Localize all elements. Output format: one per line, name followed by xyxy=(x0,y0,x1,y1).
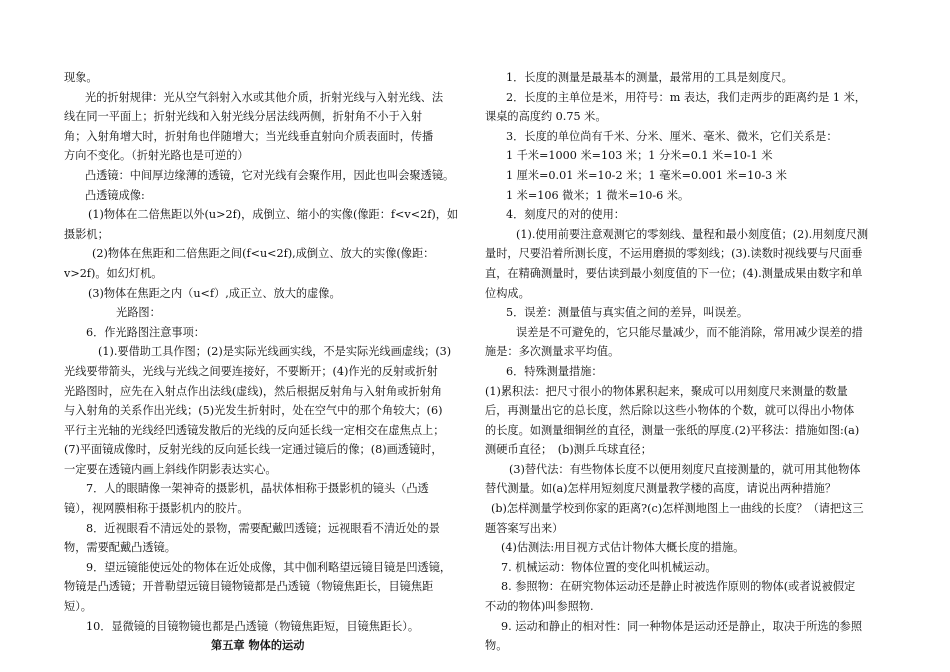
text-line: 1 米=106 微米；1 微米=10-6 米。 xyxy=(506,188,690,202)
text-line: 物镜是凸透镜；开普勒望远镜目镜物镜都是凸透镜（物镜焦距长，目镜焦距 xyxy=(64,580,434,594)
text-line: 1 千米=1000 米=103 米；1 分米=0.1 米=10-1 米 xyxy=(506,149,773,163)
text-line: (7)平面镜成像时，反射光线的反向延长线一定通过镜后的像；(8)画透镜时， xyxy=(64,443,443,457)
text-line: (b)怎样测量学校到你家的距离?(c)怎样测地图上一曲线的长度？（请把这三 xyxy=(491,502,864,516)
text-line: 9. 运动和静止的相对性：同一种物体是运动还是静止，取决于所选的参照 xyxy=(501,619,863,633)
text-line: 短）。 xyxy=(64,600,92,614)
text-line: 凸透镜成像: xyxy=(85,188,145,202)
text-line: 2．长度的主单位是米，用符号：m 表达，我们走两步的距离约是 1 米， xyxy=(506,90,866,104)
text-line: (2)物体在焦距和二倍焦距之间(f<u<2f),成倒立、放大的实像(像距： xyxy=(92,247,435,261)
text-line: (1).要借助工具作图；(2)是实际光线画实线，不是实际光线画虚线；(3) xyxy=(98,345,452,359)
text-line: 误差是不可避免的，它只能尽量减少，而不能消除，常用减少误差的措 xyxy=(516,325,863,339)
text-line: (4)估测法:用目视方式估计物体大概长度的措施。 xyxy=(501,541,745,555)
text-line: 课桌的高度约 0.75 米。 xyxy=(485,110,607,124)
text-line: 的长度。如测量细铜丝的直径，测量一张纸的厚度.(2)平移法：措施如图:(a) xyxy=(485,423,860,437)
chapter-heading: 第五章 物体的运动 xyxy=(211,639,305,653)
text-line: 平行主光轴的光线经凹透镜发散后的光线的反向延长线一定相交在虚焦点上； xyxy=(64,423,445,437)
text-line: 量时，尺要沿着所测长度，不运用磨损的零刻线；(3).读数时视线要与尺面垂 xyxy=(485,247,863,261)
text-line: 凸透镜：中间厚边缘薄的透镜，它对光线有会聚作用，因此也叫会聚透镜。 xyxy=(85,168,455,182)
text-line: 7. 机械运动：物体位置的变化叫机械运动。 xyxy=(501,560,717,574)
text-line: (1)累积法：把尺寸很小的物体累积起来，聚成可以用刻度尺来测量的数量 xyxy=(485,384,848,398)
text-line: 线在同一平面上；折射光线和入射光线分居法线两侧，折射角不小于入射 xyxy=(64,110,423,124)
text-line: 光路图时，应先在入射点作出法线(虚线)，然后根据反射角与入射角或折射角 xyxy=(64,384,442,398)
text-line: 6．特殊测量措施： xyxy=(506,364,603,378)
text-line: (1)物体在二倍焦距以外(u>2f)，成倒立、缩小的实像(像距：f<v<2f)，如 xyxy=(88,208,459,222)
text-line: 9．望远镜能使远处的物体在近处成像，其中伽利略望远镜目镜是凹透镜， xyxy=(86,560,452,574)
text-line: 1 厘米=0.01 米=10-2 米；1 毫米=0.001 米=10-3 米 xyxy=(506,168,787,182)
text-line: 与入射角的关系作出光线；(5)光发生折射时，处在空气中的那个角较大；(6) xyxy=(64,404,443,418)
text-line: 一定要在透镜内画上斜线作阴影表达实心。 xyxy=(64,462,277,476)
text-line: (3)替代法：有些物体长度不以便用刻度尺直接测量的，就可用其他物体 xyxy=(509,462,861,476)
text-line: 5．误差：测量值与真实值之间的差异，叫误差。 xyxy=(506,306,749,320)
text-line: 10．显微镜的目镜物镜也都是凸透镜（物镜焦距短，目镜焦距长）。 xyxy=(86,619,420,633)
text-line: (3)物体在焦距之内（u<f）,成正立、放大的虚像。 xyxy=(88,286,341,300)
text-line: 题答案写出来） xyxy=(485,521,564,535)
text-line: 现象。 xyxy=(64,71,98,84)
text-line: (1).使用前要注意观测它的零刻线、量程和最小刻度值；(2).用刻度尺测 xyxy=(516,227,869,241)
text-line: 后，再测量出它的总长度，然后除以这些小物体的个数，就可以得出小物体 xyxy=(485,404,855,418)
text-line: 光路图： xyxy=(116,306,161,320)
left-column xyxy=(64,68,466,656)
text-line: 物。 xyxy=(485,639,508,653)
text-line: 摄影机； xyxy=(64,227,109,241)
text-line: 6．作光路图注意事项： xyxy=(86,325,205,339)
text-line: 角；入射角增大时，折射角也伴随增大；当光线垂直射向介质表面时，传播 xyxy=(64,129,434,143)
text-line: 4．刻度尺的对的使用： xyxy=(506,208,625,222)
text-line: 施是：多次测量求平均值。 xyxy=(485,345,620,359)
text-line: 1．长度的测量是最基本的测量，最常用的工具是刻度尺。 xyxy=(506,71,793,84)
text-line: 替代测量。如(a)怎样用短刻度尺测量教学楼的高度，请说出两种措施？ xyxy=(485,482,837,496)
text-line: v>2f)。如幻灯机。 xyxy=(64,266,163,280)
text-line: 方向不变化。（折射光路也是可逆的） xyxy=(64,149,249,163)
text-line: 物，需要配戴凸透镜。 xyxy=(64,541,176,555)
text-line: 直，在精确测量时，要估读到最小刻度值的下一位；(4).测量成果由数字和单 xyxy=(485,266,863,280)
text-line: 3．长度的单位尚有千米、分米、厘米、毫米、微米，它们关系是： xyxy=(506,129,838,143)
text-line: 测硬币直径； (b)测乒乓球直径； xyxy=(485,443,652,457)
text-line: 镜），视网膜相称于摄影机内的胶片。 xyxy=(64,502,249,516)
text-line: 7．人的眼睛像一架神奇的摄影机，晶状体相称于摄影机的镜头（凸透 xyxy=(86,482,429,496)
text-line: 光的折射规律：光从空气斜射入水或其他介质，折射光线与入射光线、法 xyxy=(85,90,444,104)
text-line: 位构成。 xyxy=(485,286,530,300)
text-line: 8. 参照物：在研究物体运动还是静止时被选作原则的物体(或者说被假定 xyxy=(501,580,856,594)
text-line: 8．近视眼看不清远处的景物，需要配戴凹透镜；远视眼看不清近处的景 xyxy=(86,521,440,535)
text-line: 光线要带箭头，光线与光线之间要连接好，不要断开；(4)作光的反射或折射 xyxy=(64,364,438,378)
text-line: 不动的物体)叫参照物. xyxy=(485,600,594,614)
right-column xyxy=(485,68,891,656)
